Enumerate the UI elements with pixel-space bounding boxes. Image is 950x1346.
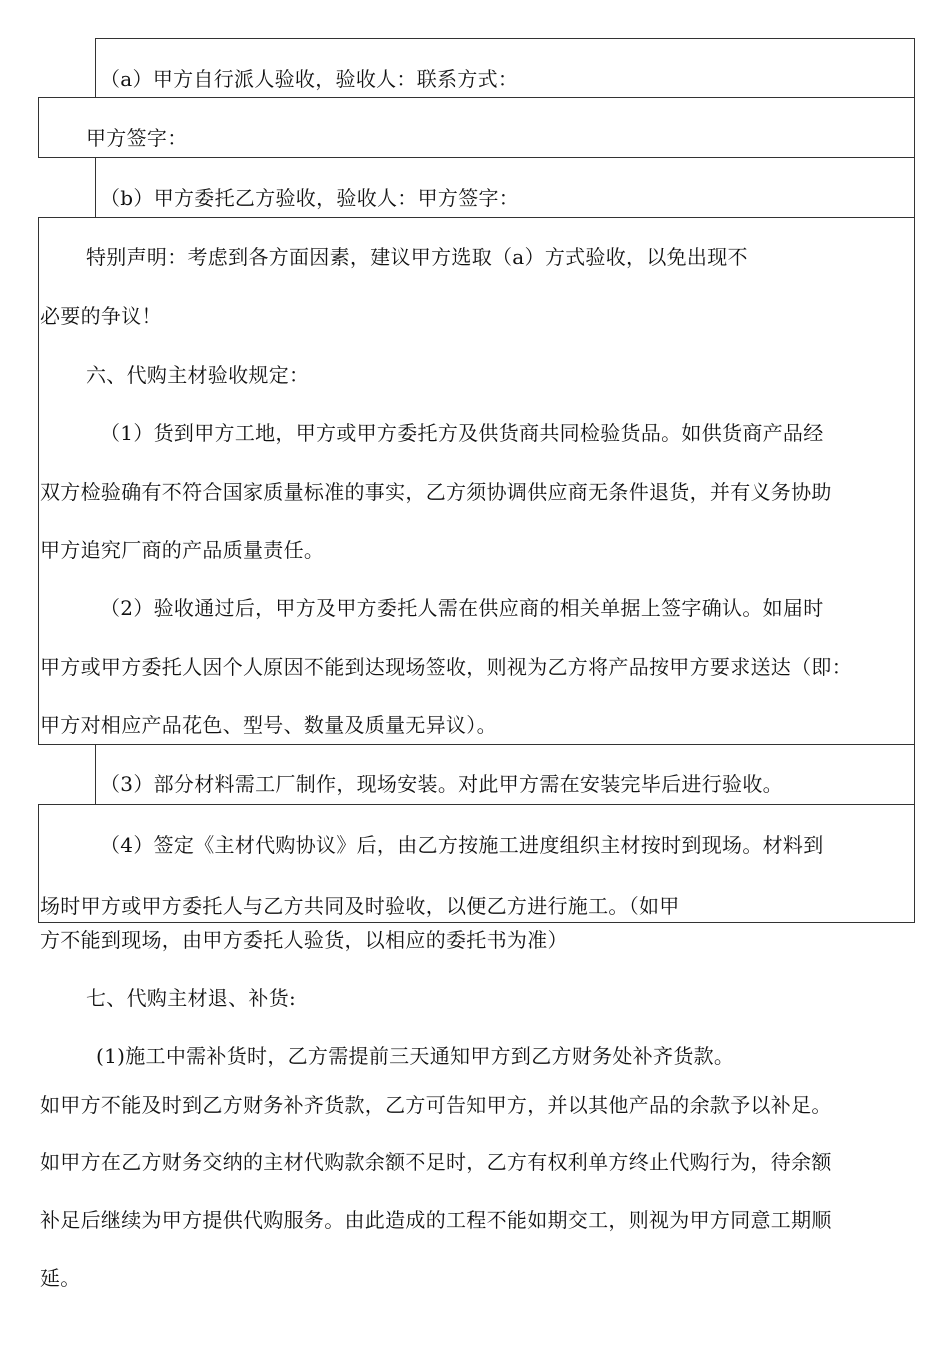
- section-7-item-1-line-1: (1)施工中需补货时，乙方需提前三天通知甲方到乙方财务处补齐货款。: [96, 1044, 735, 1068]
- section-7-item-1-line-4: 补足后继续为甲方提供代购服务。由此造成的工程不能如期交工，则视为甲方同意工期顺: [40, 1208, 832, 1232]
- section-6-item-4-line-1: （4）签定《主材代购协议》后，由乙方按施工进度组织主材按时到现场。材料到: [100, 833, 824, 857]
- acceptance-option-a: （a）甲方自行派人验收，验收人：联系方式：: [100, 67, 519, 91]
- section-6-item-1-line-1: （1）货到甲方工地，甲方或甲方委托方及供货商共同检验货品。如供货商产品经: [100, 421, 824, 445]
- section-6-item-3: （3）部分材料需工厂制作，现场安装。对此甲方需在安装完毕后进行验收。: [100, 772, 783, 796]
- section-6-item-2-line-3: 甲方对相应产品花色、型号、数量及质量无异议）。: [40, 713, 497, 737]
- section-7-item-1-line-2: 如甲方不能及时到乙方财务补齐货款，乙方可告知甲方，并以其他产品的余款予以补足。: [40, 1093, 832, 1117]
- section-6-item-4-line-3: 方不能到现场，由甲方委托人验货，以相应的委托书为准）: [40, 928, 568, 952]
- section-6-item-1-line-2: 双方检验确有不符合国家质量标准的事实，乙方须协调供应商无条件退货，并有义务协助: [40, 480, 832, 504]
- section-7-heading: 七、代购主材退、补货:: [86, 986, 297, 1010]
- section-6-item-2-line-2: 甲方或甲方委托人因个人原因不能到达现场签收，则视为乙方将产品按甲方要求送达（即：: [40, 655, 852, 679]
- notice-line-2: 必要的争议！: [40, 304, 162, 328]
- section-6-item-1-line-3: 甲方追究厂商的产品质量责任。: [40, 538, 325, 562]
- section-7-item-1-line-3: 如甲方在乙方财务交纳的主材代购款余额不足时，乙方有权利单方终止代购行为，待余额: [40, 1150, 832, 1174]
- section-6-item-4-line-2: 场时甲方或甲方委托人与乙方共同及时验收，以便乙方进行施工。（如甲: [40, 894, 680, 918]
- section-7-item-1-line-5: 延。: [40, 1266, 81, 1290]
- party-a-signature-label: 甲方签字：: [86, 126, 188, 150]
- acceptance-option-b: （b）甲方委托乙方验收，验收人：甲方签字：: [100, 186, 520, 210]
- section-6-heading: 六、代购主材验收规定：: [86, 363, 310, 387]
- notice-line-1: 特别声明：考虑到各方面因素，建议甲方选取（a）方式验收，以免出现不: [86, 245, 748, 269]
- section-6-item-2-line-1: （2）验收通过后，甲方及甲方委托人需在供应商的相关单据上签字确认。如届时: [100, 596, 824, 620]
